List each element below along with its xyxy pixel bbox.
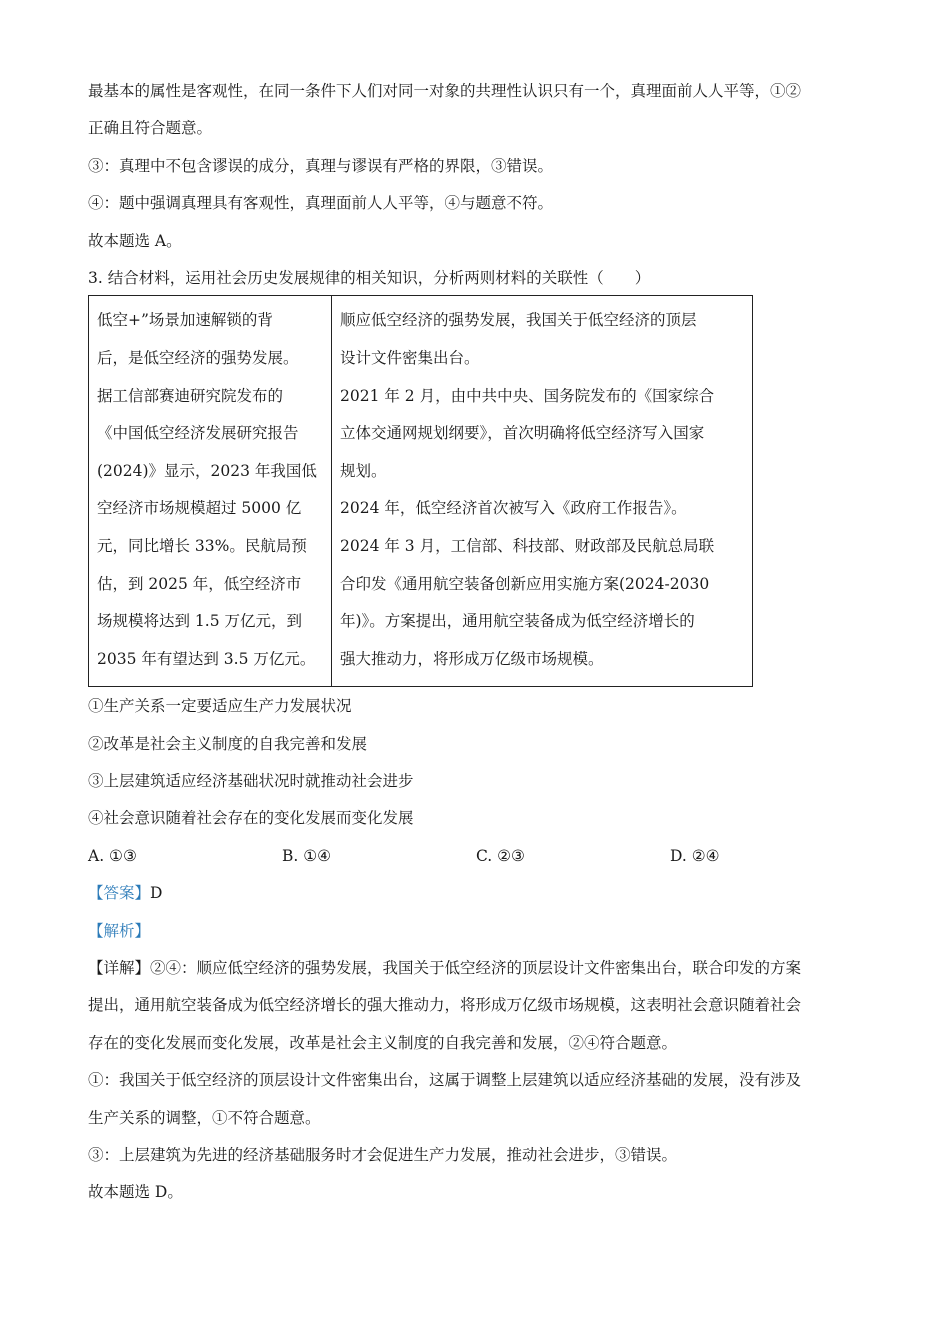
detail-line bbox=[88, 955, 878, 992]
material-left-line: 《中国低空经济发展研究报告 bbox=[97, 424, 299, 443]
document-page bbox=[88, 78, 878, 1217]
detail-line: ③：上层建筑为先进的经济基础服务时才会促进生产力发展，推动社会进步，③错误。 bbox=[88, 1145, 678, 1164]
material-left-cell bbox=[89, 296, 332, 687]
material-right-line: 规划。 bbox=[340, 461, 387, 480]
intro-line: ③：真理中不包含谬误的成分，真理与谬误有严格的界限，③错误。 bbox=[88, 156, 554, 175]
material-left-line: 据工信部赛迪研究院发布的 bbox=[97, 386, 284, 405]
analysis-line bbox=[88, 918, 878, 955]
statement-3: ③上层建筑适应经济基础状况时就推动社会进步 bbox=[88, 772, 414, 791]
material-left-line: 空经济市场规模超过 5000 亿 bbox=[97, 499, 302, 518]
material-left-line: (2024)》显示，2023 年我国低 bbox=[97, 461, 317, 480]
material-right-line: 立体交通网规划纲要》，首次明确将低空经济写入国家 bbox=[340, 424, 705, 443]
answer-line bbox=[88, 880, 878, 917]
material-left-line: 场规模将达到 1.5 万亿元，到 bbox=[97, 612, 303, 631]
material-left-line: 估，到 2025 年，低空经济市 bbox=[97, 574, 302, 593]
intro-line: 最基本的属性是客观性，在同一条件下人们对同一对象的共理性认识只有一个，真理面前人人平等，①② bbox=[88, 82, 802, 100]
answer-value: D bbox=[150, 884, 163, 903]
statement-1: ①生产关系一定要适应生产力发展状况 bbox=[88, 697, 352, 716]
detail-line: 生产关系的调整，①不符合题意。 bbox=[88, 1108, 321, 1127]
material-right-line: 2024 年，低空经济首次被写入《政府工作报告》。 bbox=[340, 499, 687, 518]
detail-tag: 【详解】 bbox=[88, 959, 151, 978]
detail-text: ②④：顺应低空经济的强势发展，我国关于低空经济的顶层设计文件密集出台，联合印发的方案 bbox=[150, 959, 802, 978]
material-right-line: 年)》。方案提出，通用航空装备成为低空经济增长的 bbox=[340, 612, 695, 631]
material-right-line: 2024 年 3 月，工信部、科技部、财政部及民航总局联 bbox=[340, 536, 715, 555]
answer-tag: 【答案】 bbox=[88, 884, 151, 903]
material-table bbox=[88, 295, 753, 687]
material-left-line: 2035 年有望达到 3.5 万亿元。 bbox=[97, 649, 316, 668]
material-right-line: 设计文件密集出台。 bbox=[340, 348, 480, 367]
intro-line: ④：题中强调真理具有客观性，真理面前人人平等，④与题意不符。 bbox=[88, 194, 554, 213]
detail-conclusion: 故本题选 D。 bbox=[88, 1183, 183, 1202]
question-title: 3. 结合材料，运用社会历史发展规律的相关知识，分析两则材料的关联性（ ） bbox=[88, 268, 651, 287]
option-d: D. ②④ bbox=[670, 846, 720, 865]
material-right-line: 合印发《通用航空装备创新应用实施方案(2024-2030 bbox=[340, 574, 710, 593]
material-left-line: 元，同比增长 33%。民航局预 bbox=[97, 536, 307, 555]
option-c: C. ②③ bbox=[476, 846, 525, 865]
statement-4: ④社会意识随着社会存在的变化发展而变化发展 bbox=[88, 809, 414, 828]
intro-line: 正确且符合题意。 bbox=[88, 119, 213, 138]
detail-line: 提出，通用航空装备成为低空经济增长的强大推动力，将形成万亿级市场规模，这表明社会意识随着社会 bbox=[88, 996, 802, 1015]
statement-2: ②改革是社会主义制度的自我完善和发展 bbox=[88, 734, 368, 753]
option-b: B. ①④ bbox=[282, 846, 332, 865]
material-left-line: 低空+”场景加速解锁的背 bbox=[97, 311, 273, 330]
material-left-line: 后，是低空经济的强势发展。 bbox=[97, 348, 299, 367]
option-a: A. ①③ bbox=[88, 846, 137, 865]
detail-line: 存在的变化发展而变化发展，改革是社会主义制度的自我完善和发展，②④符合题意。 bbox=[88, 1033, 678, 1052]
material-right-line: 顺应低空经济的强势发展，我国关于低空经济的顶层 bbox=[340, 311, 697, 330]
material-right-cell bbox=[332, 296, 753, 687]
intro-conclusion: 故本题选 A。 bbox=[88, 231, 182, 250]
material-right-line: 2021 年 2 月，由中共中央、国务院发布的《国家综合 bbox=[340, 386, 715, 405]
analysis-tag: 【解析】 bbox=[88, 921, 151, 940]
detail-line: ①：我国关于低空经济的顶层设计文件密集出台，这属于调整上层建筑以适应经济基础的发展，没有涉及 bbox=[88, 1071, 802, 1090]
material-right-line: 强大推动力，将形成万亿级市场规模。 bbox=[340, 649, 604, 668]
answer-options bbox=[88, 843, 878, 880]
